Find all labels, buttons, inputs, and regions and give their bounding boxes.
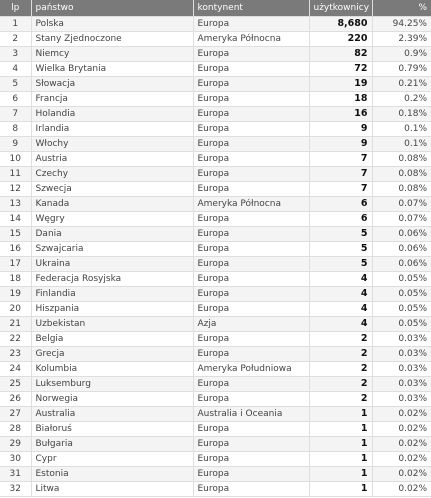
row-rank: 5 xyxy=(0,77,31,92)
row-rank: 10 xyxy=(0,152,31,167)
row-rank: 12 xyxy=(0,182,31,197)
row-rank: 15 xyxy=(0,227,31,242)
row-percent: 0.1% xyxy=(372,122,431,137)
row-rank: 7 xyxy=(0,107,31,122)
row-percent: 0.05% xyxy=(372,302,431,317)
row-rank: 18 xyxy=(0,272,31,287)
row-rank: 23 xyxy=(0,347,31,362)
row-continent: Europa xyxy=(193,332,309,347)
row-percent: 0.03% xyxy=(372,377,431,392)
row-country: Litwa xyxy=(31,482,193,497)
row-rank: 20 xyxy=(0,302,31,317)
row-users: 2 xyxy=(309,347,372,362)
row-rank: 31 xyxy=(0,467,31,482)
row-country: Finlandia xyxy=(31,287,193,302)
table-row xyxy=(0,257,431,272)
row-users: 1 xyxy=(309,452,372,467)
row-continent: Europa xyxy=(193,347,309,362)
row-country: Stany Zjednoczone xyxy=(31,32,193,47)
header-users[interactable]: użytkownicy xyxy=(309,0,372,17)
row-users: 18 xyxy=(309,92,372,107)
row-country: Węgry xyxy=(31,212,193,227)
row-percent: 0.06% xyxy=(372,227,431,242)
row-continent: Europa xyxy=(193,227,309,242)
row-users: 16 xyxy=(309,107,372,122)
row-country: Czechy xyxy=(31,167,193,182)
row-country: Francja xyxy=(31,92,193,107)
row-users: 5 xyxy=(309,257,372,272)
table-row xyxy=(0,227,431,242)
row-country: Cypr xyxy=(31,452,193,467)
row-percent: 2.39% xyxy=(372,32,431,47)
row-rank: 28 xyxy=(0,422,31,437)
table-row xyxy=(0,122,431,137)
row-percent: 0.02% xyxy=(372,467,431,482)
row-continent: Europa xyxy=(193,17,309,32)
table-row xyxy=(0,347,431,362)
row-country: Włochy xyxy=(31,137,193,152)
row-rank: 22 xyxy=(0,332,31,347)
row-users: 6 xyxy=(309,197,372,212)
row-users: 7 xyxy=(309,152,372,167)
row-rank: 16 xyxy=(0,242,31,257)
row-country: Federacja Rosyjska xyxy=(31,272,193,287)
row-percent: 0.05% xyxy=(372,317,431,332)
header-percent[interactable]: % xyxy=(372,0,431,17)
row-continent: Europa xyxy=(193,137,309,152)
row-users: 7 xyxy=(309,167,372,182)
table-row xyxy=(0,167,431,182)
row-country: Kolumbia xyxy=(31,362,193,377)
table-row xyxy=(0,362,431,377)
row-continent: Europa xyxy=(193,437,309,452)
table-row xyxy=(0,107,431,122)
table-row xyxy=(0,467,431,482)
row-country: Holandia xyxy=(31,107,193,122)
row-rank: 29 xyxy=(0,437,31,452)
row-continent: Europa xyxy=(193,482,309,497)
table-row xyxy=(0,437,431,452)
row-continent: Ameryka Południowa xyxy=(193,362,309,377)
row-users: 1 xyxy=(309,407,372,422)
row-country: Australia xyxy=(31,407,193,422)
row-continent: Europa xyxy=(193,242,309,257)
table-row xyxy=(0,92,431,107)
row-continent: Europa xyxy=(193,422,309,437)
row-continent: Europa xyxy=(193,77,309,92)
row-percent: 0.2% xyxy=(372,92,431,107)
row-rank: 26 xyxy=(0,392,31,407)
row-rank: 11 xyxy=(0,167,31,182)
row-country: Irlandia xyxy=(31,122,193,137)
table-body xyxy=(0,17,431,497)
row-users: 82 xyxy=(309,47,372,62)
table-row xyxy=(0,422,431,437)
row-users: 4 xyxy=(309,302,372,317)
row-country: Dania xyxy=(31,227,193,242)
row-percent: 0.03% xyxy=(372,347,431,362)
header-continent[interactable]: kontynent xyxy=(193,0,309,17)
row-country: Słowacja xyxy=(31,77,193,92)
row-continent: Ameryka Północna xyxy=(193,32,309,47)
row-percent: 0.05% xyxy=(372,272,431,287)
table-row xyxy=(0,137,431,152)
table-row xyxy=(0,212,431,227)
row-percent: 0.02% xyxy=(372,422,431,437)
row-continent: Europa xyxy=(193,62,309,77)
row-continent: Europa xyxy=(193,47,309,62)
row-country: Bułgaria xyxy=(31,437,193,452)
row-country: Austria xyxy=(31,152,193,167)
row-rank: 21 xyxy=(0,317,31,332)
table-row xyxy=(0,77,431,92)
row-percent: 0.02% xyxy=(372,437,431,452)
table-row xyxy=(0,287,431,302)
row-rank: 19 xyxy=(0,287,31,302)
row-percent: 0.18% xyxy=(372,107,431,122)
row-continent: Europa xyxy=(193,92,309,107)
row-continent: Europa xyxy=(193,107,309,122)
row-country: Estonia xyxy=(31,467,193,482)
table-row xyxy=(0,317,431,332)
table-row xyxy=(0,452,431,467)
row-continent: Europa xyxy=(193,257,309,272)
row-continent: Europa xyxy=(193,152,309,167)
table-row xyxy=(0,17,431,32)
row-continent: Europa xyxy=(193,302,309,317)
row-rank: 3 xyxy=(0,47,31,62)
row-continent: Australia i Oceania xyxy=(193,407,309,422)
row-users: 2 xyxy=(309,362,372,377)
row-percent: 0.07% xyxy=(372,197,431,212)
row-percent: 0.03% xyxy=(372,392,431,407)
row-continent: Europa xyxy=(193,377,309,392)
row-users: 2 xyxy=(309,377,372,392)
header-country[interactable]: państwo xyxy=(31,0,193,17)
row-percent: 0.03% xyxy=(372,362,431,377)
row-users: 1 xyxy=(309,482,372,497)
row-percent: 0.07% xyxy=(372,212,431,227)
row-users: 220 xyxy=(309,32,372,47)
table-row xyxy=(0,302,431,317)
row-country: Białoruś xyxy=(31,422,193,437)
row-users: 4 xyxy=(309,272,372,287)
row-rank: 14 xyxy=(0,212,31,227)
row-users: 6 xyxy=(309,212,372,227)
row-rank: 25 xyxy=(0,377,31,392)
row-rank: 24 xyxy=(0,362,31,377)
row-continent: Azja xyxy=(193,317,309,332)
table-header xyxy=(0,0,431,17)
row-rank: 17 xyxy=(0,257,31,272)
table-row xyxy=(0,62,431,77)
row-country: Belgia xyxy=(31,332,193,347)
row-rank: 6 xyxy=(0,92,31,107)
row-users: 19 xyxy=(309,77,372,92)
row-percent: 0.08% xyxy=(372,182,431,197)
table-row xyxy=(0,482,431,497)
table-row xyxy=(0,47,431,62)
row-continent: Europa xyxy=(193,167,309,182)
row-rank: 1 xyxy=(0,17,31,32)
row-rank: 30 xyxy=(0,452,31,467)
row-rank: 13 xyxy=(0,197,31,212)
row-users: 72 xyxy=(309,62,372,77)
row-rank: 8 xyxy=(0,122,31,137)
row-country: Norwegia xyxy=(31,392,193,407)
row-percent: 0.08% xyxy=(372,167,431,182)
table-row xyxy=(0,152,431,167)
row-rank: 9 xyxy=(0,137,31,152)
row-percent: 94.25% xyxy=(372,17,431,32)
row-users: 9 xyxy=(309,137,372,152)
row-users: 2 xyxy=(309,392,372,407)
row-country: Uzbekistan xyxy=(31,317,193,332)
row-users: 1 xyxy=(309,422,372,437)
row-country: Wielka Brytania xyxy=(31,62,193,77)
row-users: 5 xyxy=(309,227,372,242)
row-percent: 0.9% xyxy=(372,47,431,62)
row-percent: 0.08% xyxy=(372,152,431,167)
row-percent: 0.05% xyxy=(372,287,431,302)
row-percent: 0.02% xyxy=(372,452,431,467)
table-row xyxy=(0,197,431,212)
table-row xyxy=(0,32,431,47)
header-lp[interactable]: lp xyxy=(0,0,31,17)
row-users: 1 xyxy=(309,467,372,482)
row-percent: 0.21% xyxy=(372,77,431,92)
row-continent: Europa xyxy=(193,272,309,287)
row-continent: Europa xyxy=(193,212,309,227)
row-percent: 0.03% xyxy=(372,332,431,347)
row-users: 9 xyxy=(309,122,372,137)
row-percent: 0.02% xyxy=(372,482,431,497)
row-country: Luksemburg xyxy=(31,377,193,392)
row-users: 4 xyxy=(309,287,372,302)
table-row xyxy=(0,272,431,287)
row-continent: Europa xyxy=(193,122,309,137)
row-continent: Europa xyxy=(193,392,309,407)
row-country: Kanada xyxy=(31,197,193,212)
table-row xyxy=(0,407,431,422)
table-row xyxy=(0,392,431,407)
row-rank: 4 xyxy=(0,62,31,77)
row-continent: Europa xyxy=(193,182,309,197)
table-row xyxy=(0,377,431,392)
row-country: Ukraina xyxy=(31,257,193,272)
row-continent: Europa xyxy=(193,467,309,482)
row-percent: 0.06% xyxy=(372,242,431,257)
row-continent: Ameryka Północna xyxy=(193,197,309,212)
row-rank: 2 xyxy=(0,32,31,47)
row-country: Polska xyxy=(31,17,193,32)
row-continent: Europa xyxy=(193,287,309,302)
table-row xyxy=(0,242,431,257)
row-percent: 0.1% xyxy=(372,137,431,152)
row-continent: Europa xyxy=(193,452,309,467)
row-users: 1 xyxy=(309,437,372,452)
row-percent: 0.79% xyxy=(372,62,431,77)
row-percent: 0.02% xyxy=(372,407,431,422)
row-country: Grecja xyxy=(31,347,193,362)
row-users: 2 xyxy=(309,332,372,347)
header-row xyxy=(0,0,431,17)
row-country: Szwajcaria xyxy=(31,242,193,257)
row-rank: 27 xyxy=(0,407,31,422)
row-rank: 32 xyxy=(0,482,31,497)
row-country: Szwecja xyxy=(31,182,193,197)
row-users: 7 xyxy=(309,182,372,197)
table-row xyxy=(0,182,431,197)
row-percent: 0.06% xyxy=(372,257,431,272)
row-users: 5 xyxy=(309,242,372,257)
table-row xyxy=(0,332,431,347)
row-users: 4 xyxy=(309,317,372,332)
row-users: 8,680 xyxy=(309,17,372,32)
row-country: Niemcy xyxy=(31,47,193,62)
row-country: Hiszpania xyxy=(31,302,193,317)
